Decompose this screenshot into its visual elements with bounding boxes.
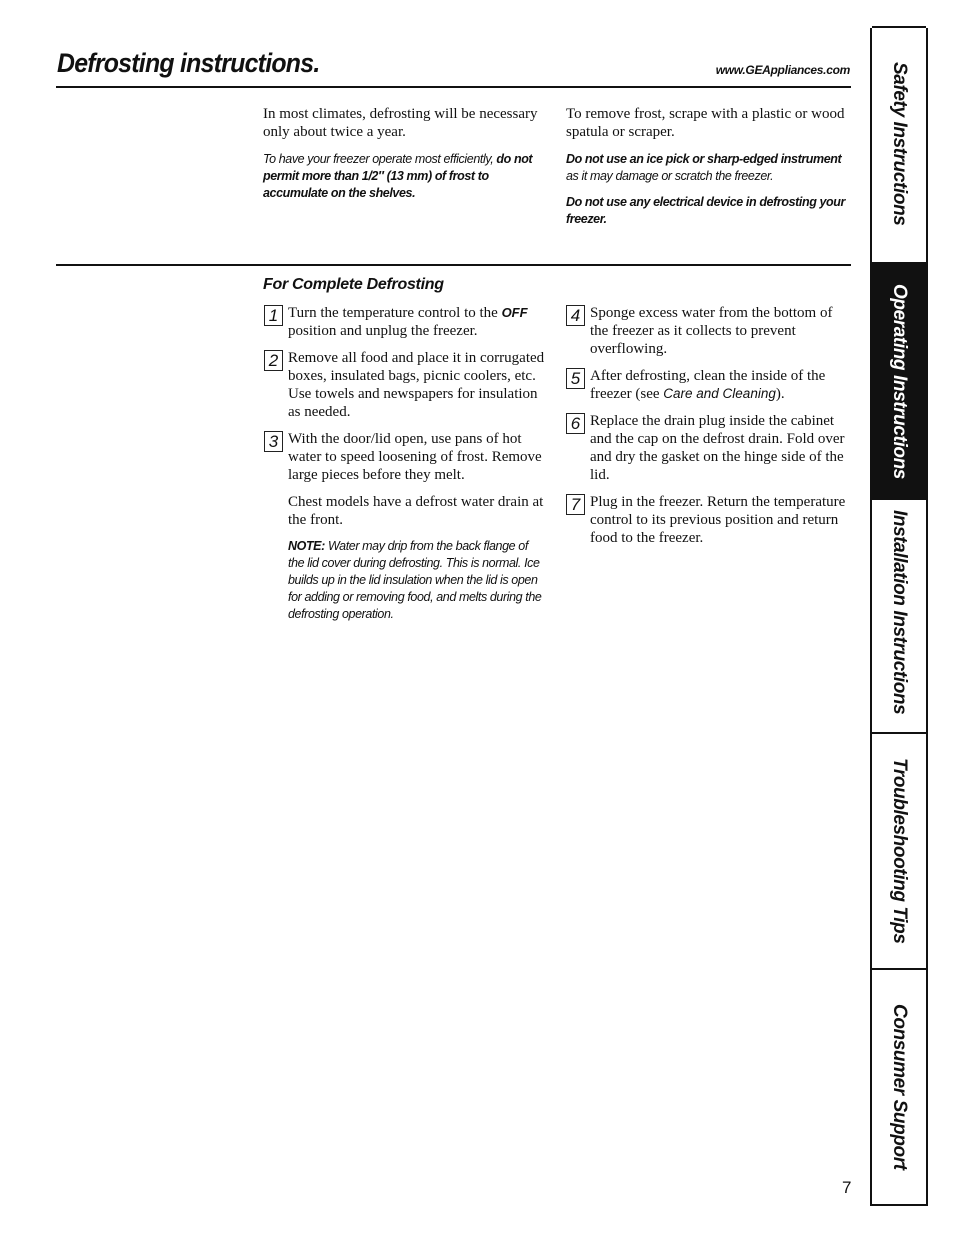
tab-label-consumer: Consumer Support: [889, 1004, 910, 1170]
ice-pick-warning: [566, 151, 848, 185]
step-7: [566, 493, 852, 547]
step-5-text-start: After defrosting, clean the inside of the freezer (see: [590, 368, 826, 402]
ice-pick-warning-bold: Do not use an ice pick or sharp-edged instrument: [566, 152, 842, 166]
page-title: Defrosting instructions.: [57, 48, 320, 78]
care-cleaning-reference[interactable]: Care and Cleaning: [663, 386, 776, 401]
note-label: NOTE:: [288, 539, 325, 553]
intro-right-column: [566, 105, 848, 228]
efficiency-note-plain: To have your freezer operate most efficiently,: [263, 152, 494, 166]
section-heading: For Complete Defrosting: [263, 276, 444, 293]
step-1-text-start: Turn the temperature control to the: [288, 305, 502, 321]
defrost-frequency-text: In most climates, defrosting will be necessary only about twice a year.: [263, 106, 538, 140]
tab-label-safety: Safety Instructions: [889, 62, 910, 226]
step-1-text-end: position and unplug the freezer.: [288, 323, 478, 339]
tab-consumer-support[interactable]: [872, 968, 926, 1206]
tab-installation-instructions[interactable]: [872, 498, 926, 734]
step-number-1: 1: [264, 305, 283, 326]
step-6: [566, 412, 852, 484]
step-2: [264, 349, 546, 421]
electrical-device-warning: [566, 194, 848, 228]
ice-pick-warning-plain: as it may damage or scratch the freezer.: [566, 169, 774, 183]
sidebar-bottom-rule: [870, 1204, 928, 1206]
tab-label-troubleshooting: Troubleshooting Tips: [889, 758, 910, 944]
step-2-text: Remove all food and place it in corrugated boxes, insulated bags, picnic coolers, etc. Use towels and newspapers for insulation as needed.: [288, 350, 545, 420]
tab-safety-instructions[interactable]: [872, 26, 926, 264]
scrape-frost-text: To remove frost, scrape with a plastic or wood spatula or scraper.: [566, 106, 845, 140]
step-1: [264, 304, 546, 340]
chest-model-note: Chest models have a defrost water drain at the front.: [288, 494, 544, 528]
tab-label-installation: Installation Instructions: [889, 510, 910, 715]
note-text: Water may drip from the back flange of the lid cover during defrosting. This is normal. Ice builds up in the lid insulation when the lid is open for adding or removing food, and melts during the defrosting operation.: [288, 539, 542, 621]
step-4-text: Sponge excess water from the bottom of the freezer as it collects to prevent overflowing.: [590, 305, 833, 357]
step-number-7: 7: [566, 494, 585, 515]
tab-operating-instructions[interactable]: [872, 262, 926, 500]
step-number-4: 4: [566, 305, 585, 326]
efficiency-note-bold: do not permit more than 1/2″ (13 mm) of frost to accumulate on the shelves.: [263, 152, 533, 200]
step-6-text: Replace the drain plug inside the cabinet and the cap on the defrost drain. Fold over and dry the gasket on the hinge side of the lid.: [590, 413, 845, 483]
step-5: [566, 367, 852, 403]
section-rule: [56, 264, 851, 266]
step-5-text-end: ).: [775, 386, 785, 402]
tab-label-operating: Operating Instructions: [889, 284, 910, 479]
step-3: [264, 430, 546, 484]
section-sidebar: [870, 28, 928, 1206]
step-number-6: 6: [566, 413, 585, 434]
header-rule: [56, 86, 851, 88]
step-number-5: 5: [566, 368, 585, 389]
page-number: 7: [842, 1178, 852, 1197]
electrical-device-warning-bold: Do not use any electrical device in defrosting your freezer.: [566, 195, 845, 226]
website-url[interactable]: www.GEAppliances.com: [715, 63, 850, 77]
intro-left-column: [263, 105, 545, 202]
step-number-3: 3: [264, 431, 283, 452]
off-label: OFF: [501, 305, 528, 320]
step-number-2: 2: [264, 350, 283, 371]
efficiency-note: [263, 151, 545, 202]
steps-right-column: [566, 304, 848, 556]
step-4: [566, 304, 852, 358]
step-7-text: Plug in the freezer. Return the temperature control to its previous position and return food to the freezer.: [590, 494, 846, 546]
step-3-text: With the door/lid open, use pans of hot water to speed loosening of frost. Remove large pieces before they melt.: [288, 431, 542, 483]
steps-left-column: [264, 304, 546, 632]
dripping-note: [264, 538, 546, 623]
tab-troubleshooting-tips[interactable]: [872, 732, 926, 970]
